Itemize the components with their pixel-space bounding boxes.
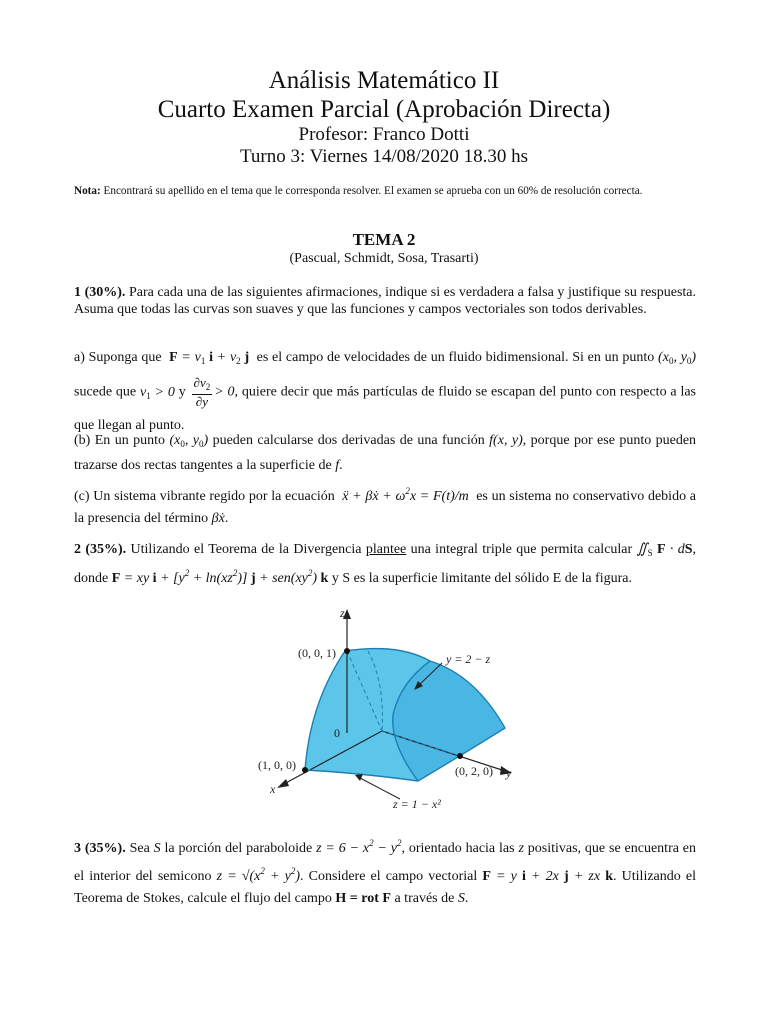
q3-text-4: positivas, que se encuentra en el interior del semicono [74,841,697,884]
solid-figure-svg [250,603,520,818]
q3-text-8: . [464,891,469,906]
q1-a-cond-2: > 0 [214,384,235,400]
point-100 [302,767,308,773]
q3-field: F = y i + 2x j + zx k [482,869,614,884]
q1-b-text-3: , porque por ese punto pueden trazarse dos rectas tangentes a la superficie de [74,433,697,473]
q2-surface-integral: $∬_S$ F · dS [636,542,693,558]
label-point-020: (0, 2, 0) [455,764,493,778]
q1-c-term: βẋ [211,511,225,526]
q1-a-text-4: y [178,384,186,400]
tema-names: (Pascual, Schmidt, Sosa, Trasarti) [289,251,479,266]
q3-z: z [518,841,524,856]
q1-b-text-2: pueden calcularse dos derivadas de una función [212,433,485,448]
label-top-surface: y = 2 − z [446,652,491,666]
tema-block [0,230,768,268]
label-point-100: (1, 0, 0) [258,758,296,772]
q3-text-2: la porción del paraboloide [160,841,313,856]
q1-b-point: ($x_0$, $y_0$) [169,433,209,449]
q1-a-text-3: sucede que [74,384,137,400]
q1-c-text-3: . [224,511,229,526]
q1-a-text-1: a) Suponga que [74,350,162,365]
professor-line: Profesor: Franco Dotti [298,124,470,145]
point-020 [457,753,463,759]
q3-s2: S [457,891,465,906]
q3-s: S [153,841,161,856]
q1-c-text-2: es un sistema no conservativo debido a la presencia del término [74,489,697,526]
q2-text-1: Utilizando el Teorema de la Divergencia [126,542,366,557]
q1-a-field-formula: $F = v_1$ $i + v_2$ j [169,350,250,366]
q3-text-5: . Considere el campo vectorial [300,869,478,884]
q3-text-7: a través de [390,891,458,906]
q1-intro-text: Para cada una de las siguientes afirmaciones, indique si es verdadera a falsa y justifique su respuesta. Asuma que todas las curvas son suaves y que las funciones y campos vectoriales son todos derivables. [74,285,696,317]
note-label: Nota: [74,185,101,197]
q3-head: 3 (35%). [74,841,126,856]
q1-a-partial-fraction: $\frac{\partial v_2}{\partial y}$ [193,375,211,409]
q3-semicone: $z = √(x^2 + y^2)$ [216,866,301,884]
q2-text-2: una integral triple que permita calcular [406,542,633,557]
exam-note [74,184,696,199]
q2-head: 2 (35%). [74,542,127,557]
q1-a-cond-1: $v_1 > 0$ [140,384,175,401]
note-text: Encontrará su apellido en el tema que le corresponda resolver. El examen se aprueba con un 60% de resolución correcta. [100,185,643,197]
label-y-axis: y [506,766,512,780]
q1-item-b: (b) En un punto ($x_0$, $y_0$) pueden calcularse dos derivadas de una función f(x, y), porque por ese punto pueden trazarse dos rectas tangentes a la superficie de f. [74,433,697,473]
label-origin: 0 [334,726,340,740]
q1-a-point: ($x_0$, $y_0$) [658,350,697,366]
course-title: Análisis Matemático II [268,67,500,94]
q3-paraboloid: $z = 6 - x^2 - y^2$ [316,838,402,856]
q1-b-text-4: . [339,458,343,473]
label-front-surface: z = 1 − x² [393,797,441,811]
exam-title: Cuarto Examen Parcial (Aprobación Directa) [157,96,611,123]
q1-b-text-1: (b) En un punto [74,433,166,448]
exam-header [0,66,768,168]
turno-line: Turno 3: Viernes 14/08/2020 18.30 hs [239,146,529,167]
q1-a-text-5: , quiere decir que más partículas de fluido se escapan del punto con respecto a las que llegan al punto. [74,384,697,433]
q2-plantee: plantee [365,542,407,557]
q2-field-formula: F = xy $i + [y^2 + \ln(xz^2)] j + sen(xy^2)$ k [111,568,329,586]
q1-head: 1 (30%). [74,285,126,300]
q1-c-text-1: (c) Un sistema vibrante regido por la ecuación [74,489,335,504]
q3-text-6: . Utilizando el Teorema de Stokes, calcule el flujo del campo [74,869,697,906]
solid-figure [250,603,520,818]
q1-a-text-2: es el campo de velocidades de un fluido bidimensional. Si en un punto [256,350,655,365]
point-001 [344,648,350,654]
q1-item-c [74,480,696,530]
q3-text [74,832,696,910]
label-z-axis: z [340,606,345,620]
q3-text-1: Sea [125,841,154,856]
q1-intro [74,284,696,318]
label-x-axis: x [270,782,276,796]
label-point-001: (0, 0, 1) [298,646,336,660]
q2-text [74,540,696,589]
q1-item-a [74,343,696,441]
q1-b-function: f(x, y) [489,433,523,448]
q1-c-equation: ẍ + βẋ + $\omega^2x = F(t)/m$ [342,486,469,504]
q3-text-3: , orientado hacia las [401,841,515,856]
q2-text-3: , donde [74,542,697,586]
q2-text-4: y S es la superficie limitante del sólido E de la figura. [331,571,632,586]
q3-h: H = rot F [335,891,391,906]
tema-title: TEMA 2 [352,230,416,249]
